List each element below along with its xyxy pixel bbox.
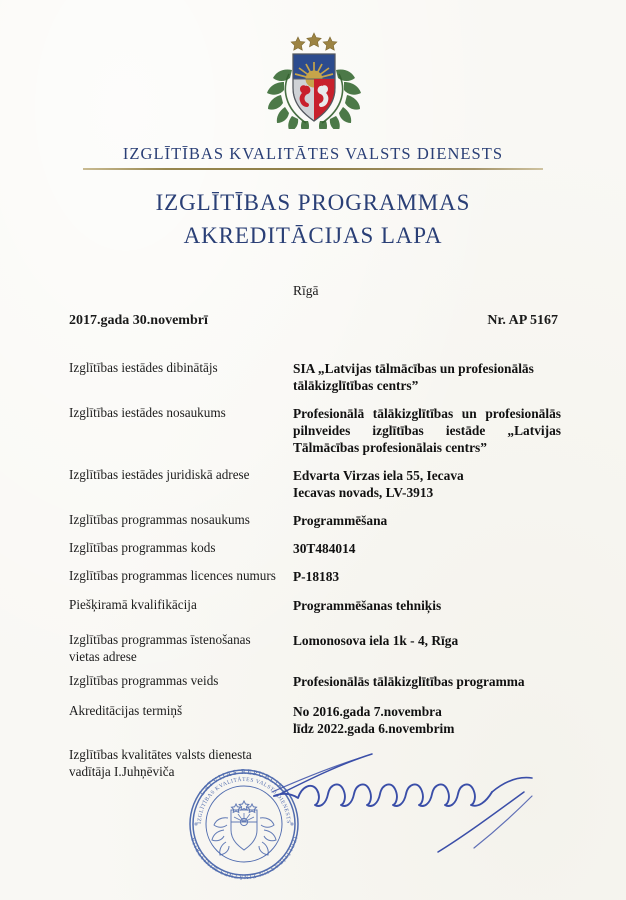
field-value: No 2016.gada 7.novembra līdz 2022.gada 6.novembrim [293,704,455,736]
field-value: Programmēšana [293,513,388,528]
field-value: Edvarta Virzas iela 55, Iecava Iecavas novads, LV-3913 [293,468,464,500]
handwritten-signature [268,752,540,860]
field-label: Izglītības programmas nosaukums [69,512,250,527]
seal-outer-text: LATVIJAS REPUBLIKA [197,767,291,797]
field-label: Akreditācijas termiņš [69,703,183,718]
signatory-line-2: vadītāja I.Juhņēviča [69,763,175,779]
field-label: Izglītības iestādes nosaukums [69,405,226,420]
seal-bottom-text: IZGLĪTĪBAS UN ZINĀTNES MINISTRIJA [189,835,299,881]
field-label: Izglītības iestādes dibinātājs [69,360,218,375]
field-label: Izglītības programmas īstenošanas vietas adrese [69,632,251,664]
field-label: Izglītības programmas kods [69,540,216,555]
field-value: Lomonosova iela 1k - 4, Rīga [293,633,459,648]
document-title [0,186,626,252]
field-label: Piešķiramā kvalifikācija [69,597,197,612]
field-label: Izglītības programmas licences numurs [69,568,276,583]
issue-date: 2017.gada 30.novembrī [69,313,208,328]
document-title-line-1: IZGLĪTĪBAS PROGRAMMAS [155,190,471,215]
field-value: Programmēšanas tehniķis [293,598,442,613]
field-label: Izglītības programmas veids [69,673,219,688]
field-value: SIA „Latvijas tālmācības un profesionālās tālākizglītības centrs” [293,361,534,393]
document-number: Nr. AP 5167 [487,313,558,328]
place-of-issue: Rīgā [293,283,319,298]
organization-title: IZGLĪTĪBAS KVALITĀTES VALSTS DIENESTS [122,144,504,163]
field-value: 30T484014 [293,541,356,556]
field-value: Profesionālā tālākizglītības un profesionālās pilnveides izglītības iestāde „Latvijas Tālmācības profesionālais centrs” [293,406,561,455]
field-value: P-18183 [293,569,340,584]
latvia-coat-of-arms-emblem [262,24,366,129]
signatory-line-1: Izglītības kvalitātes valsts dienesta [69,747,252,762]
field-label: Izglītības iestādes juridiskā adrese [69,467,250,482]
field-value: Profesionālās tālākizglītības programma [293,674,525,689]
document-title-line-2: AKREDITĀCIJAS LAPA [183,223,443,248]
title-divider-rule [83,168,543,170]
seal-middle-text: IZGLĪTĪBAS KVALITĀTES VALSTS DIENESTS [196,776,292,824]
